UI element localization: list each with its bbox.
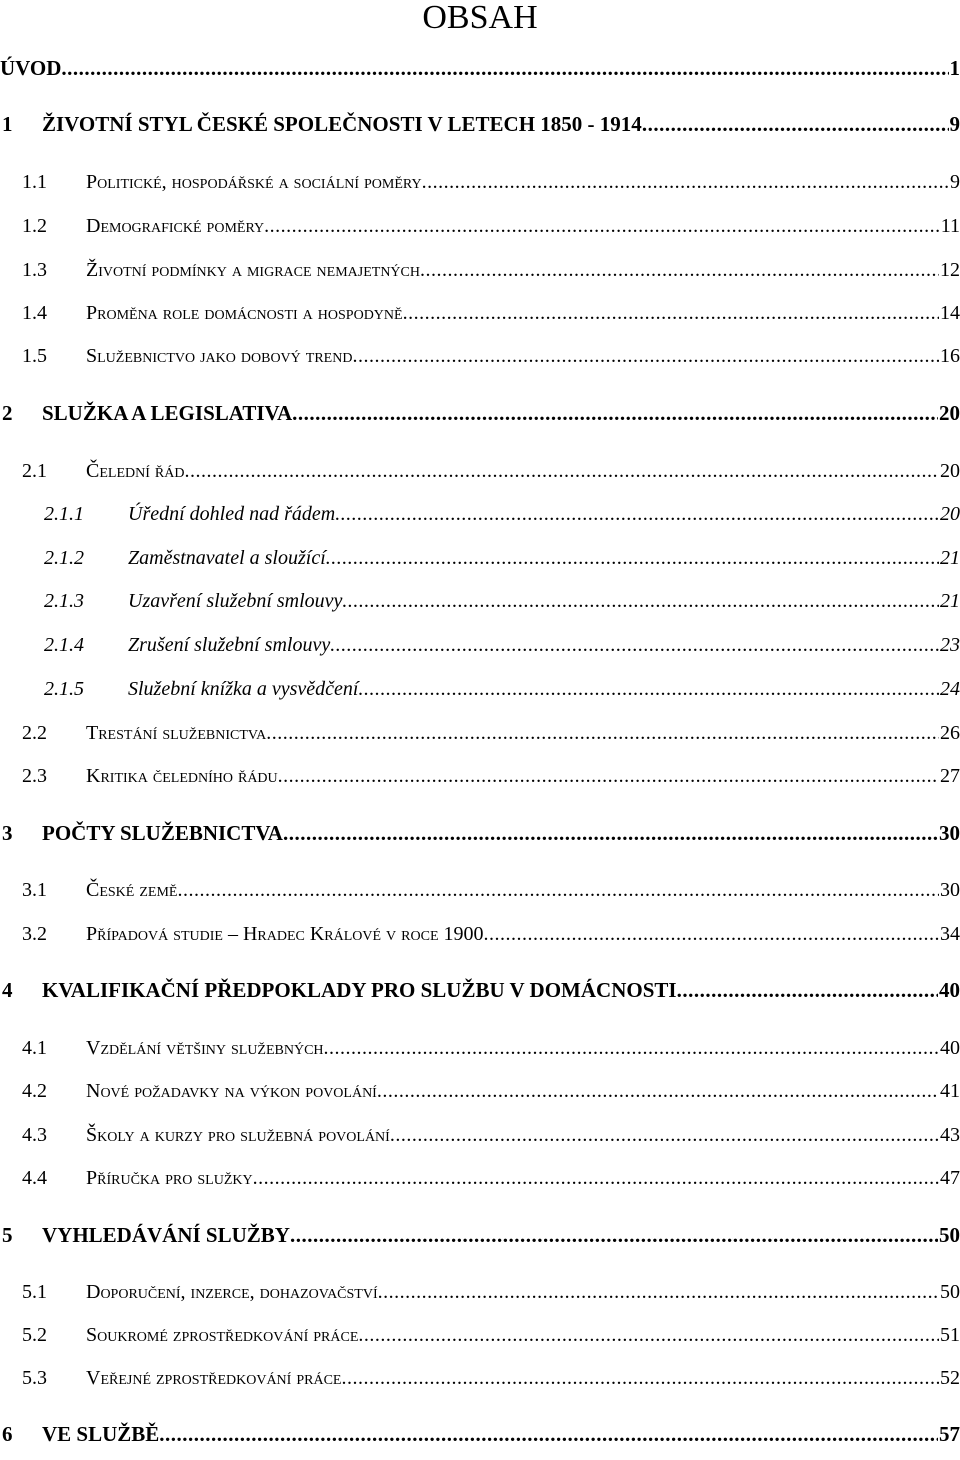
toc-entry-number: 3.1 bbox=[22, 879, 47, 901]
toc-entry-title: VYHLEDÁVÁNÍ SLUŽBY bbox=[42, 1223, 290, 1247]
toc-entry-number: 2.1.1 bbox=[44, 503, 84, 525]
dot-leader bbox=[420, 258, 939, 282]
toc-entry[interactable] bbox=[0, 977, 960, 1003]
toc-entry-title: ŽIVOTNÍ STYL ČESKÉ SPOLEČNOSTI V LETECH 1850 - 1914 bbox=[42, 112, 642, 136]
dot-leader bbox=[278, 764, 939, 788]
toc-entry-number: 1.1 bbox=[22, 171, 47, 193]
toc-entry-number: 2.1.3 bbox=[44, 590, 84, 612]
toc-entry-title: Služebnictvo jako dobový trend bbox=[86, 345, 353, 367]
toc-entry-title: Životní podmínky a migrace nemajetných bbox=[86, 259, 420, 281]
toc-entry-page-number: 50 bbox=[940, 1281, 960, 1303]
toc-entry-title: Proměna role domácnosti a hospodyně bbox=[86, 302, 403, 324]
dot-leader bbox=[484, 922, 939, 946]
toc-entry-title: Vzdělání většiny služebných bbox=[86, 1037, 324, 1059]
toc-entry-page-number: 41 bbox=[940, 1080, 960, 1102]
toc-entry-number: 2 bbox=[2, 401, 13, 425]
toc-entry-page-number: 52 bbox=[940, 1367, 960, 1389]
toc-entry[interactable] bbox=[0, 502, 960, 526]
toc-entry-title: Politické, hospodářské a sociální poměry bbox=[86, 171, 422, 193]
toc-entry-number: 4.2 bbox=[22, 1080, 47, 1102]
toc-entry-title: VE SLUŽBĚ bbox=[42, 1422, 160, 1446]
dot-leader bbox=[642, 111, 949, 137]
dot-leader bbox=[326, 546, 939, 570]
toc-entry[interactable] bbox=[0, 922, 960, 946]
toc-entry-number: 1.3 bbox=[22, 259, 47, 281]
toc-entry-title: Čelední řád bbox=[86, 460, 185, 482]
toc-entry-title: Kritika čeledního řádu bbox=[86, 765, 278, 787]
dot-leader bbox=[264, 214, 940, 238]
toc-entry[interactable] bbox=[0, 878, 960, 902]
toc-entry-title: Úřední dohled nad řádem bbox=[128, 503, 336, 525]
toc-entry-page-number: 27 bbox=[940, 765, 960, 787]
dot-leader bbox=[342, 589, 939, 613]
toc-entry[interactable] bbox=[0, 111, 960, 137]
toc-entry-page-number: 23 bbox=[940, 634, 960, 656]
toc-entry-page-number: 30 bbox=[940, 879, 960, 901]
dot-leader bbox=[283, 820, 938, 846]
toc-entry-title: POČTY SLUŽEBNICTVA bbox=[42, 821, 283, 845]
toc-entry-number: 1.5 bbox=[22, 345, 47, 367]
toc-entry-page-number: 14 bbox=[940, 302, 960, 324]
toc-entry-page-number: 40 bbox=[940, 1037, 960, 1059]
toc-entry[interactable] bbox=[0, 589, 960, 613]
toc-entry-number: 5.2 bbox=[22, 1324, 47, 1346]
toc-entry-page-number: 20 bbox=[940, 503, 960, 525]
toc-entry-page-number: 1 bbox=[949, 56, 960, 80]
toc-entry-page-number: 57 bbox=[939, 1422, 960, 1446]
dot-leader bbox=[330, 633, 939, 657]
toc-entry[interactable] bbox=[0, 677, 960, 701]
toc-entry[interactable] bbox=[0, 55, 960, 81]
dot-leader bbox=[378, 1280, 939, 1304]
toc-entry-page-number: 20 bbox=[939, 401, 960, 425]
dot-leader bbox=[335, 502, 939, 526]
dot-leader bbox=[159, 1421, 938, 1447]
toc-entry-page-number: 12 bbox=[940, 259, 960, 281]
dot-leader bbox=[390, 1123, 939, 1147]
toc-entry-title: Školy a kurzy pro služebná povolání bbox=[86, 1124, 390, 1146]
dot-leader bbox=[324, 1036, 939, 1060]
toc-entry-number: 4.3 bbox=[22, 1124, 47, 1146]
toc-entry[interactable] bbox=[0, 820, 960, 846]
toc-entry-title: Zrušení služební smlouvy bbox=[128, 634, 331, 656]
toc-entry-title: Uzavření služební smlouvy bbox=[128, 590, 343, 612]
toc-entry-title: Služební knížka a vysvědčení bbox=[128, 678, 359, 700]
toc-entry[interactable] bbox=[0, 1323, 960, 1347]
toc-entry-title: ÚVOD bbox=[0, 56, 62, 80]
toc-entry[interactable] bbox=[0, 633, 960, 657]
toc-entry-title: Demografické poměry bbox=[86, 215, 265, 237]
toc-entry-number: 2.2 bbox=[22, 722, 47, 744]
toc-entry[interactable] bbox=[0, 214, 960, 238]
toc-entry[interactable] bbox=[0, 1079, 960, 1103]
toc-entry-page-number: 16 bbox=[940, 345, 960, 367]
dot-leader bbox=[677, 977, 938, 1003]
toc-entry-page-number: 50 bbox=[939, 1223, 960, 1247]
toc-entry-title: Doporučení, inzerce, dohazovačství bbox=[86, 1281, 378, 1303]
toc-entry-page-number: 21 bbox=[940, 547, 960, 569]
toc-entry-number: 5.3 bbox=[22, 1367, 47, 1389]
toc-entry-page-number: 47 bbox=[940, 1167, 960, 1189]
toc-entry-number: 2.1 bbox=[22, 460, 47, 482]
dot-leader bbox=[341, 1366, 939, 1390]
dot-leader bbox=[266, 721, 939, 745]
toc-entry[interactable] bbox=[0, 546, 960, 570]
toc-entry-page-number: 9 bbox=[949, 112, 960, 136]
toc-entry-page-number: 34 bbox=[940, 923, 960, 945]
toc-entry-number: 1 bbox=[2, 112, 13, 136]
toc-entry-number: 1.2 bbox=[22, 215, 47, 237]
dot-leader bbox=[358, 677, 939, 701]
toc-entry-title: Soukromé zprostředkování práce bbox=[86, 1324, 359, 1346]
toc-entry[interactable] bbox=[0, 764, 960, 788]
dot-leader bbox=[403, 301, 939, 325]
toc-entry[interactable] bbox=[0, 1123, 960, 1147]
toc-entry-page-number: 51 bbox=[940, 1324, 960, 1346]
toc-entry[interactable] bbox=[0, 721, 960, 745]
toc-entry[interactable] bbox=[0, 459, 960, 483]
toc-entry-number: 4 bbox=[2, 978, 13, 1002]
dot-leader bbox=[253, 1166, 939, 1190]
dot-leader bbox=[61, 55, 948, 81]
toc-entry-number: 5 bbox=[2, 1223, 13, 1247]
toc-entry-page-number: 40 bbox=[939, 978, 960, 1002]
toc-entry-page-number: 43 bbox=[940, 1124, 960, 1146]
toc-entry-page-number: 20 bbox=[940, 460, 960, 482]
dot-leader bbox=[177, 878, 939, 902]
toc-entry-title: Nové požadavky na výkon povolání bbox=[86, 1080, 377, 1102]
dot-leader bbox=[184, 459, 939, 483]
dot-leader bbox=[290, 1222, 938, 1248]
toc-entry[interactable] bbox=[0, 258, 960, 282]
toc-entry-title: KVALIFIKAČNÍ PŘEDPOKLADY PRO SLUŽBU V DOMÁCNOSTI bbox=[42, 978, 677, 1002]
toc-entry-page-number: 21 bbox=[940, 590, 960, 612]
toc-entry-page-number: 30 bbox=[939, 821, 960, 845]
dot-leader bbox=[358, 1323, 939, 1347]
toc-entry-number: 3 bbox=[2, 821, 13, 845]
toc-entry-number: 2.3 bbox=[22, 765, 47, 787]
toc-entry[interactable] bbox=[0, 1280, 960, 1304]
toc-entry-number: 5.1 bbox=[22, 1281, 47, 1303]
toc-entry[interactable] bbox=[0, 1166, 960, 1190]
toc-entry[interactable] bbox=[0, 1421, 960, 1447]
dot-leader bbox=[292, 400, 938, 426]
toc-entry-page-number: 26 bbox=[940, 722, 960, 744]
toc-entry-title: Zaměstnavatel a sloužící bbox=[128, 547, 326, 569]
toc-entry[interactable] bbox=[0, 344, 960, 368]
toc-entry-number: 6 bbox=[2, 1422, 13, 1446]
toc-entry-number: 2.1.5 bbox=[44, 678, 84, 700]
toc-entry-number: 2.1.2 bbox=[44, 547, 84, 569]
toc-entry-page-number: 9 bbox=[950, 171, 960, 193]
toc-entry-title: Veřejné zprostředkování práce bbox=[86, 1367, 342, 1389]
toc-entry[interactable] bbox=[0, 400, 960, 426]
toc-entry[interactable] bbox=[0, 1222, 960, 1248]
toc-entry[interactable] bbox=[0, 170, 960, 194]
dot-leader bbox=[377, 1079, 939, 1103]
toc-entry-title: Případová studie – Hradec Králové v roce 1900 bbox=[86, 923, 484, 945]
toc-entry-number: 2.1.4 bbox=[44, 634, 84, 656]
toc-entry-page-number: 24 bbox=[940, 678, 960, 700]
toc-entry-title: Trestání služebnictva bbox=[86, 722, 267, 744]
dot-leader bbox=[352, 344, 939, 368]
toc-entry-number: 1.4 bbox=[22, 302, 47, 324]
toc-entry[interactable] bbox=[0, 301, 960, 325]
page-title: OBSAH bbox=[422, 0, 538, 36]
toc-entry-title: Příručka pro služky bbox=[86, 1167, 253, 1189]
toc-entry-page-number: 11 bbox=[940, 215, 960, 237]
toc-entry-title: SLUŽKA A LEGISLATIVA bbox=[42, 401, 293, 425]
toc-entry-number: 4.1 bbox=[22, 1037, 47, 1059]
toc-entry[interactable] bbox=[0, 1366, 960, 1390]
toc-entry-number: 3.2 bbox=[22, 923, 47, 945]
dot-leader bbox=[422, 170, 949, 194]
toc-entry-title: České země bbox=[86, 879, 178, 901]
toc-entry-number: 4.4 bbox=[22, 1167, 47, 1189]
toc-entry[interactable] bbox=[0, 1036, 960, 1060]
